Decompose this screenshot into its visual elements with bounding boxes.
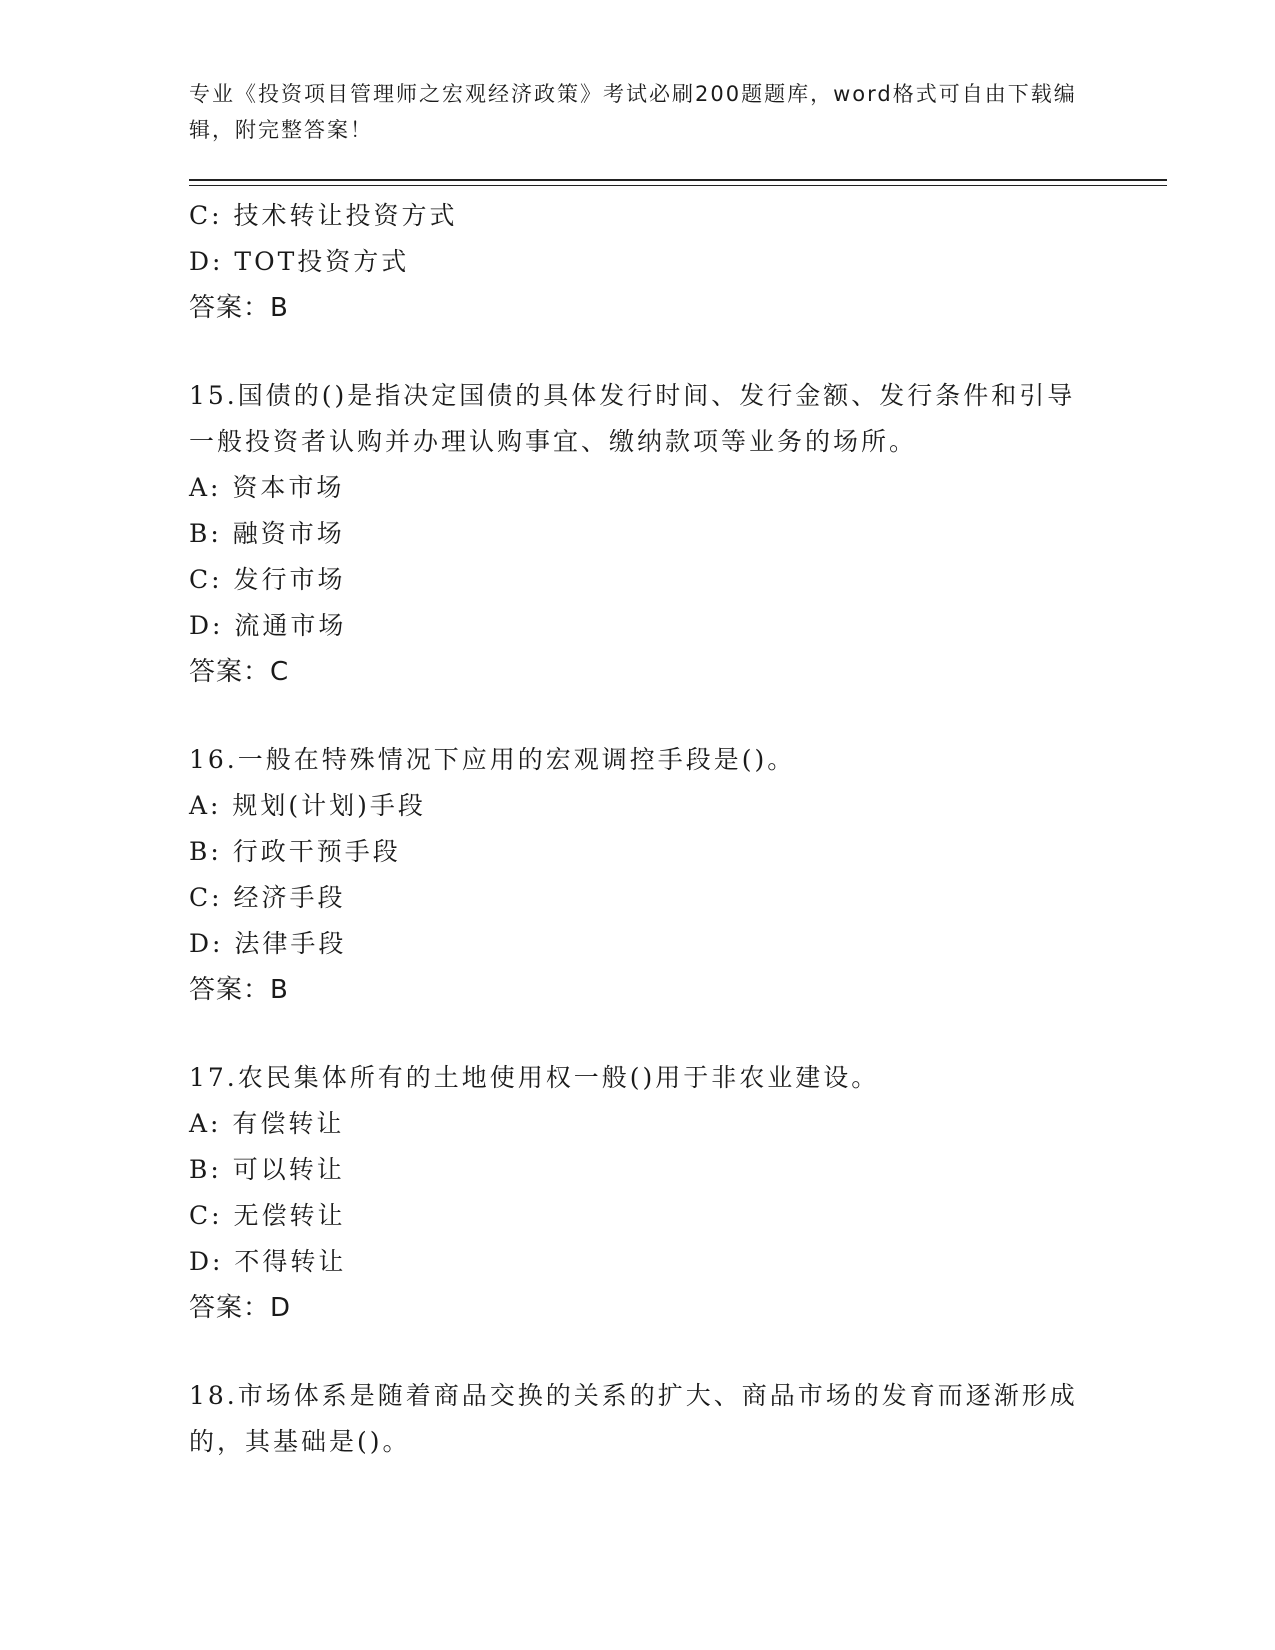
option-d: D: 不得转让 (189, 1247, 347, 1276)
question-text: 18.市场体系是随着商品交换的关系的扩大、商品市场的发育而逐渐形成的，其基础是()。 (189, 1381, 1078, 1456)
question-text: 16.一般在特殊情况下应用的宏观调控手段是()。 (189, 745, 796, 774)
option-d: D: 流通市场 (189, 611, 347, 640)
question-block-18 (189, 1373, 1089, 1465)
carryover-block (189, 193, 1089, 331)
question-text: 15.国债的()是指决定国债的具体发行时间、发行金额、发行条件和引导一般投资者认购并办理认购事宜、缴纳款项等业务的场所。 (189, 381, 1076, 456)
header-divider-thick (189, 179, 1167, 181)
option-a: A: 规划(计划)手段 (189, 791, 426, 820)
answer-line: 答案：B (189, 975, 289, 1005)
answer-line: 答案：B (189, 293, 289, 323)
page-header-title: 专业《投资项目管理师之宏观经济政策》考试必刷200题题库，word格式可自由下载编辑，附完整答案！ (189, 82, 1077, 142)
option-b: B: 行政干预手段 (189, 837, 401, 866)
option-c: C: 经济手段 (189, 883, 346, 912)
option-a: A: 资本市场 (189, 473, 345, 502)
answer-line: 答案：D (189, 1293, 292, 1323)
option-c: C: 技术转让投资方式 (189, 201, 458, 230)
option-b: B: 融资市场 (189, 519, 345, 548)
option-c: C: 无偿转让 (189, 1201, 346, 1230)
option-d: D: 法律手段 (189, 929, 347, 958)
question-text: 17.农民集体所有的土地使用权一般()用于非农业建设。 (189, 1063, 880, 1092)
question-block-16 (189, 737, 1089, 1013)
option-a: A: 有偿转让 (189, 1109, 345, 1138)
question-content (189, 193, 1089, 1465)
answer-line: 答案：C (189, 657, 290, 687)
option-c: C: 发行市场 (189, 565, 346, 594)
option-d: D: TOT投资方式 (189, 247, 410, 276)
header-divider-thin (189, 185, 1167, 186)
question-block-17 (189, 1055, 1089, 1331)
option-b: B: 可以转让 (189, 1155, 345, 1184)
question-block-15 (189, 373, 1089, 695)
